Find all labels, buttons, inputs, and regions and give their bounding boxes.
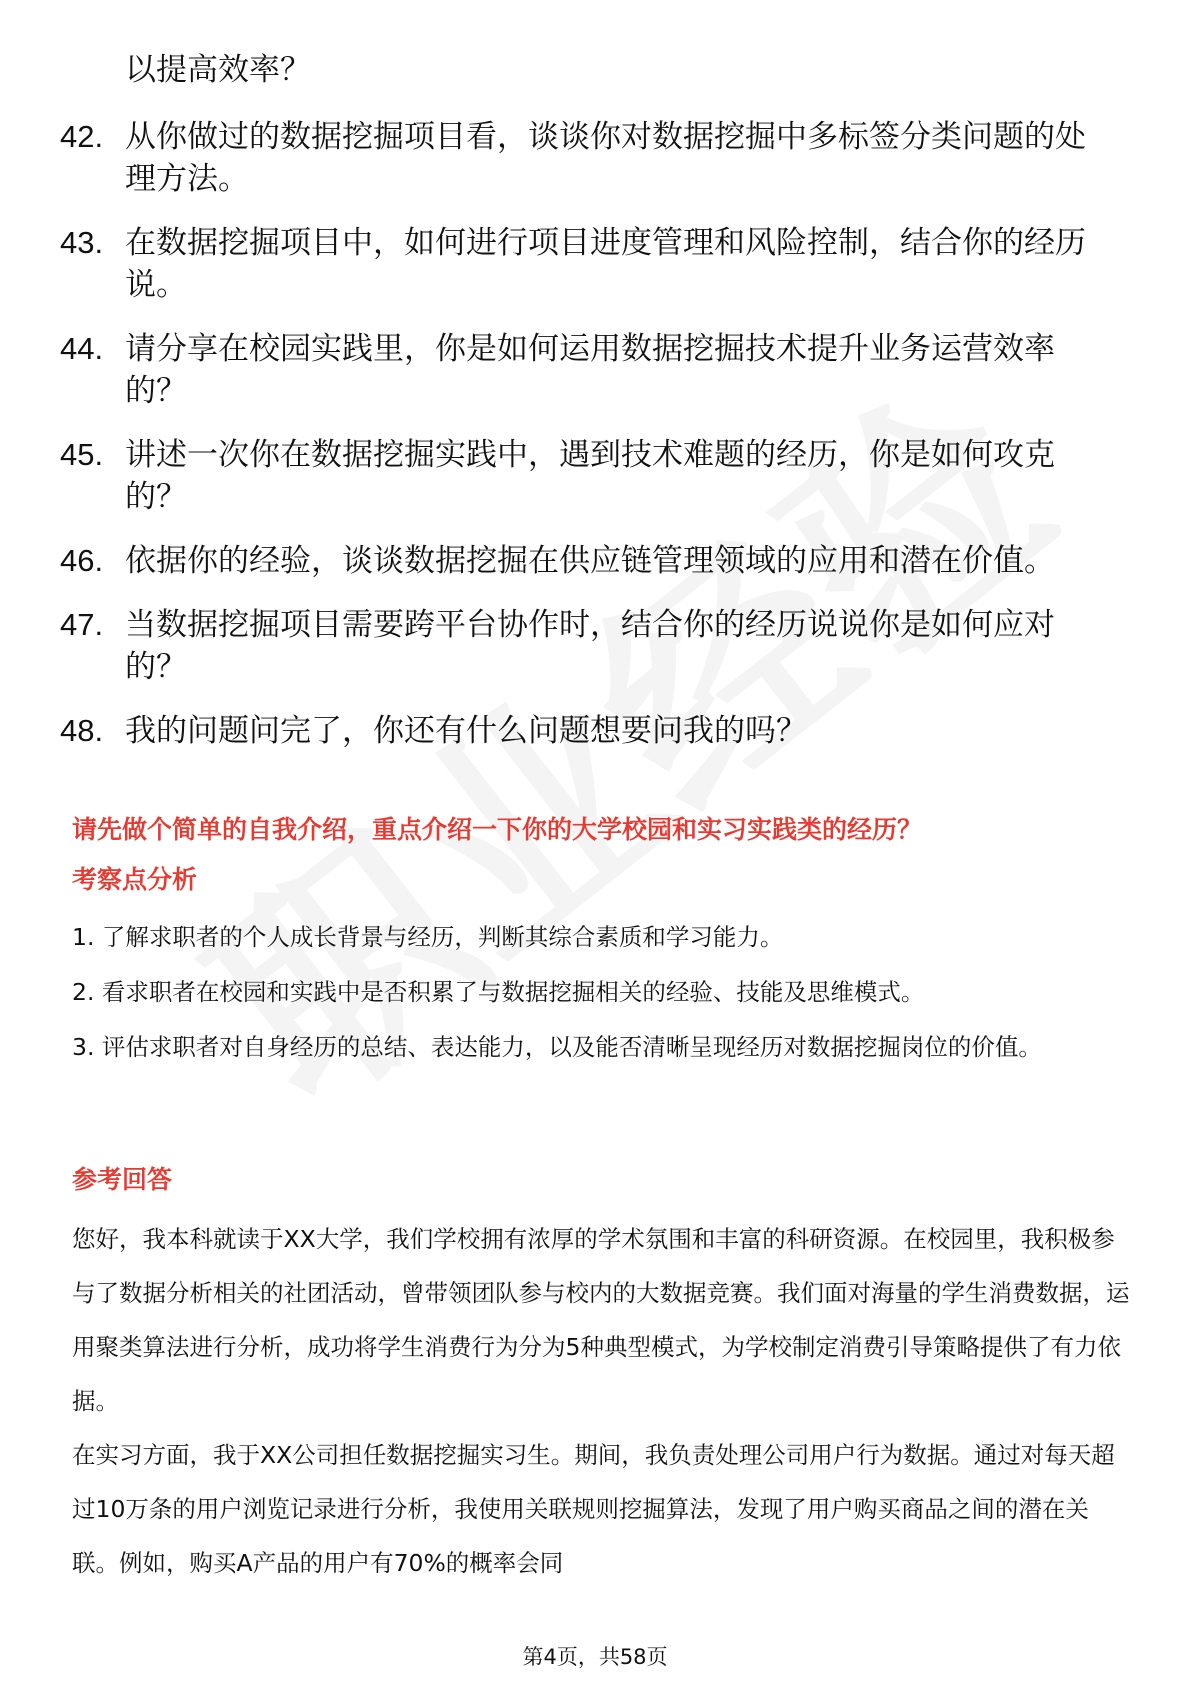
question-text: 依据你的经验，谈谈数据挖掘在供应链管理领域的应用和潜在价值。: [125, 543, 1055, 579]
question-item: [60, 222, 1110, 306]
question-list: [60, 116, 1110, 774]
question-number: 48.: [60, 713, 104, 748]
question-number: 46.: [60, 543, 104, 578]
answer-heading: 参考回答: [72, 1165, 173, 1194]
question-text: 讲述一次你在数据挖掘实践中，遇到技术难题的经历，你是如何攻克的？: [125, 437, 1055, 515]
question-number: 47.: [60, 607, 104, 642]
question-text: 当数据挖掘项目需要跨平台协作时，结合你的经历说说你是如何应对的？: [125, 607, 1055, 685]
analysis-heading: 考察点分析: [72, 865, 198, 894]
analysis-point: 3. 评估求职者对自身经历的总结、表达能力，以及能否清晰呈现经历对数据挖掘岗位的价值。: [72, 1033, 1042, 1061]
question-41-continuation: 以提高效率？: [125, 52, 311, 88]
question-number: 42.: [60, 119, 104, 154]
question-text: 在数据挖掘项目中，如何进行项目进度管理和风险控制，结合你的经历说。: [125, 225, 1086, 303]
featured-question-title: 请先做个简单的自我介绍，重点介绍一下你的大学校园和实习实践类的经历？: [72, 815, 923, 844]
analysis-points: [72, 910, 1132, 1075]
question-number: 44.: [60, 331, 104, 366]
page-footer: 第4页，共58页: [522, 1645, 668, 1669]
question-item: [60, 540, 1110, 582]
question-text: 请分享在校园实践里，你是如何运用数据挖掘技术提升业务运营效率的？: [125, 331, 1055, 409]
answer-paragraph: 在实习方面，我于XX公司担任数据挖掘实习生。期间，我负责处理公司用户行为数据。通过对每天超过10万条的用户浏览记录进行分析，我使用关联规则挖掘算法，发现了用户购买商品之间的潜在关联。例如，购买A产品的用户有70%的概率会同: [72, 1441, 1115, 1577]
question-item: [60, 328, 1110, 412]
question-text: 我的问题问完了，你还有什么问题想要问我的吗？: [125, 713, 807, 749]
question-item: [60, 434, 1110, 518]
question-text: 从你做过的数据挖掘项目看，谈谈你对数据挖掘中多标签分类问题的处理方法。: [125, 119, 1086, 197]
question-number: 43.: [60, 225, 104, 260]
reference-answer: [72, 1212, 1132, 1590]
analysis-point: 1. 了解求职者的个人成长背景与经历，判断其综合素质和学习能力。: [72, 923, 784, 951]
analysis-point: 2. 看求职者在校园和实践中是否积累了与数据挖掘相关的经验、技能及思维模式。: [72, 978, 925, 1006]
question-number: 45.: [60, 437, 104, 472]
question-item: [60, 604, 1110, 688]
answer-paragraph: 您好，我本科就读于XX大学，我们学校拥有浓厚的学术氛围和丰富的科研资源。在校园里，我积极参与了数据分析相关的社团活动，曾带领团队参与校内的大数据竞赛。我们面对海量的学生消费数据，运用聚类算法进行分析，成功将学生消费行为分为5种典型模式，为学校制定消费引导策略提供了有力依据。: [72, 1225, 1130, 1415]
question-item: [60, 710, 1110, 752]
question-item: [60, 116, 1110, 200]
